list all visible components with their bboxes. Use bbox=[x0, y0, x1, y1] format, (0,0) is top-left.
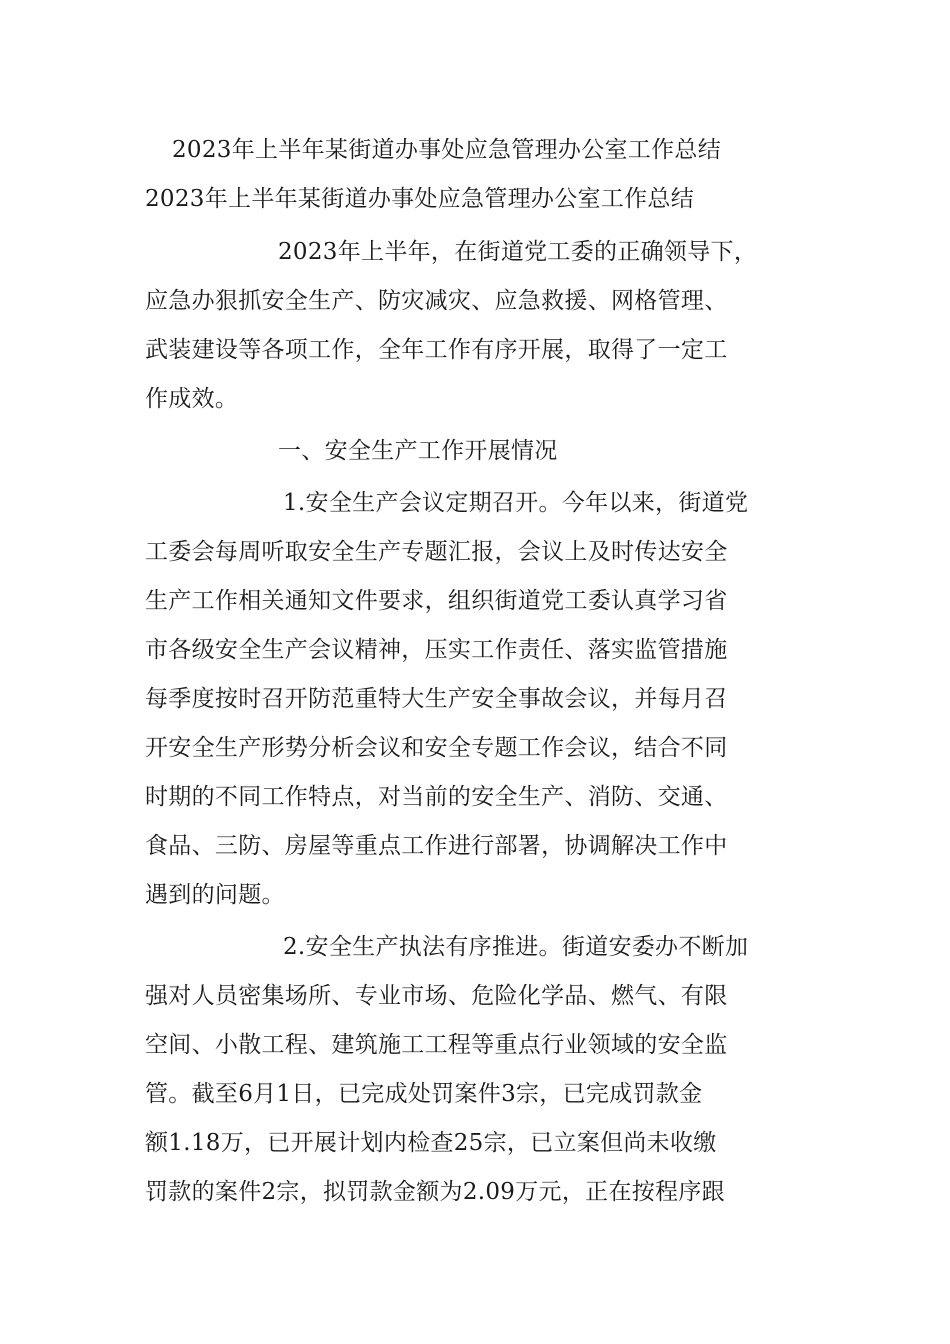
paragraph-intro-line: 作成效。 bbox=[145, 386, 239, 412]
paragraph-item2-line: 强对人员密集场所、专业市场、危险化学品、燃气、有限 bbox=[145, 983, 728, 1009]
paragraph-intro-line: 应急办狠抓安全生产、防灾减灾、应急救援、网格管理、 bbox=[145, 288, 728, 314]
paragraph-intro-line: 武装建设等各项工作，全年工作有序开展，取得了一定工 bbox=[145, 337, 728, 363]
paragraph-item2-line: 管。截至6月1日，已完成处罚案件3宗，已完成罚款金 bbox=[145, 1081, 703, 1107]
paragraph-item1-line: 食品、三防、房屋等重点工作进行部署，协调解决工作中 bbox=[145, 833, 728, 859]
paragraph-item1-line: 生产工作相关通知文件要求，组织街道党工委认真学习省 bbox=[145, 588, 728, 614]
document-subtitle: 2023年上半年某街道办事处应急管理办公室工作总结 bbox=[145, 186, 695, 212]
paragraph-item1-line: 开安全生产形势分析会议和安全专题工作会议，结合不同 bbox=[145, 735, 728, 761]
paragraph-item1-line: 时期的不同工作特点，对当前的安全生产、消防、交通、 bbox=[145, 784, 728, 810]
paragraph-item2-line: 额1.18万，已开展计划内检查25宗，已立案但尚未收缴 bbox=[145, 1130, 717, 1156]
paragraph-item1-line: 遇到的问题。 bbox=[145, 882, 285, 908]
section-heading: 一、安全生产工作开展情况 bbox=[278, 438, 558, 464]
paragraph-item1-line: 市各级安全生产会议精神，压实工作责任、落实监管措施 bbox=[145, 637, 728, 663]
paragraph-item1-line: 每季度按时召开防范重特大生产安全事故会议，并每月召 bbox=[145, 686, 728, 712]
document-title: 2023年上半年某街道办事处应急管理办公室工作总结 bbox=[172, 137, 722, 163]
paragraph-item2-line: 空间、小散工程、建筑施工工程等重点行业领域的安全监 bbox=[145, 1032, 728, 1058]
paragraph-item1-line: 1.安全生产会议定期召开。今年以来，街道党 bbox=[283, 490, 749, 516]
paragraph-item2-line: 2.安全生产执法有序推进。街道安委办不断加 bbox=[283, 934, 749, 960]
paragraph-item2-line: 罚款的案件2宗，拟罚款金额为2.09万元，正在按程序跟 bbox=[145, 1179, 725, 1205]
paragraph-item1-line: 工委会每周听取安全生产专题汇报，会议上及时传达安全 bbox=[145, 539, 728, 565]
paragraph-intro-line: 2023年上半年，在街道党工委的正确领导下， bbox=[278, 239, 758, 265]
